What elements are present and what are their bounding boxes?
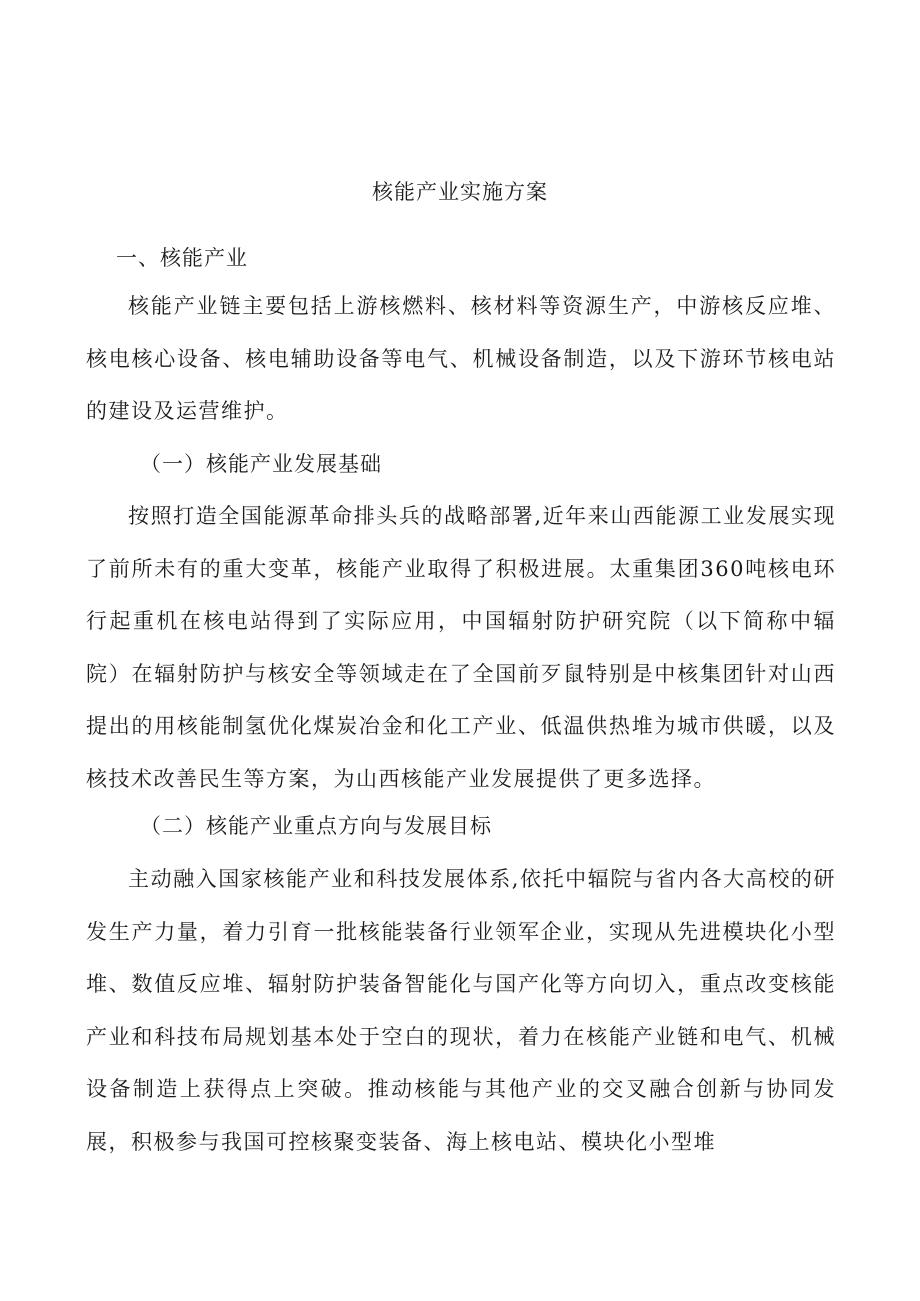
- paragraph-foundation: 按照打造全国能源革命排头兵的战略部署,近年来山西能源工业发展实现了前所未有的重大变革，核能产业取得了积极进展。太重集团360吨核电环行起重机在核电站得到了实际应用，中国辐射防护研究院（以下简称中辐院）在辐射防护与核安全等领域走在了全国前歹鼠特别是中核集团针对山西提出的用核能制氢优化煤炭冶金和化工产业、低温供热堆为城市供暖，以及核技术改善民生等方案，为山西核能产业发展提供了更多选择。: [86, 504, 836, 791]
- subsection-heading-foundation: （一）核能产业发展基础: [140, 452, 382, 476]
- subsection-heading-goals: （二）核能产业重点方向与发展目标: [140, 814, 492, 838]
- paragraph-goals: 主动融入国家核能产业和科技发展体系,依托中辐院与省内各大高校的研发生产力量，着力引育一批核能装备行业领军企业，实现从先进模块化小型堆、数值反应堆、辐射防护装备智能化与国产化等方向切入，重点改变核能产业和科技布局规划基本处于空白的现状，着力在核能产业链和电气、机械设备制造上获得点上突破。推动核能与其他产业的交叉融合创新与协同发展，积极参与我国可控核聚变装备、海上核电站、模块化小型堆: [86, 867, 836, 1154]
- section-heading: 一、核能产业: [116, 246, 248, 270]
- paragraph-industry-chain: 核能产业链主要包括上游核燃料、核材料等资源生产，中游核反应堆、核电核心设备、核电辅助设备等电气、机械设备制造，以及下游环节核电站的建设及运营维护。: [86, 294, 836, 423]
- document-title: 核能产业实施方案: [372, 180, 548, 204]
